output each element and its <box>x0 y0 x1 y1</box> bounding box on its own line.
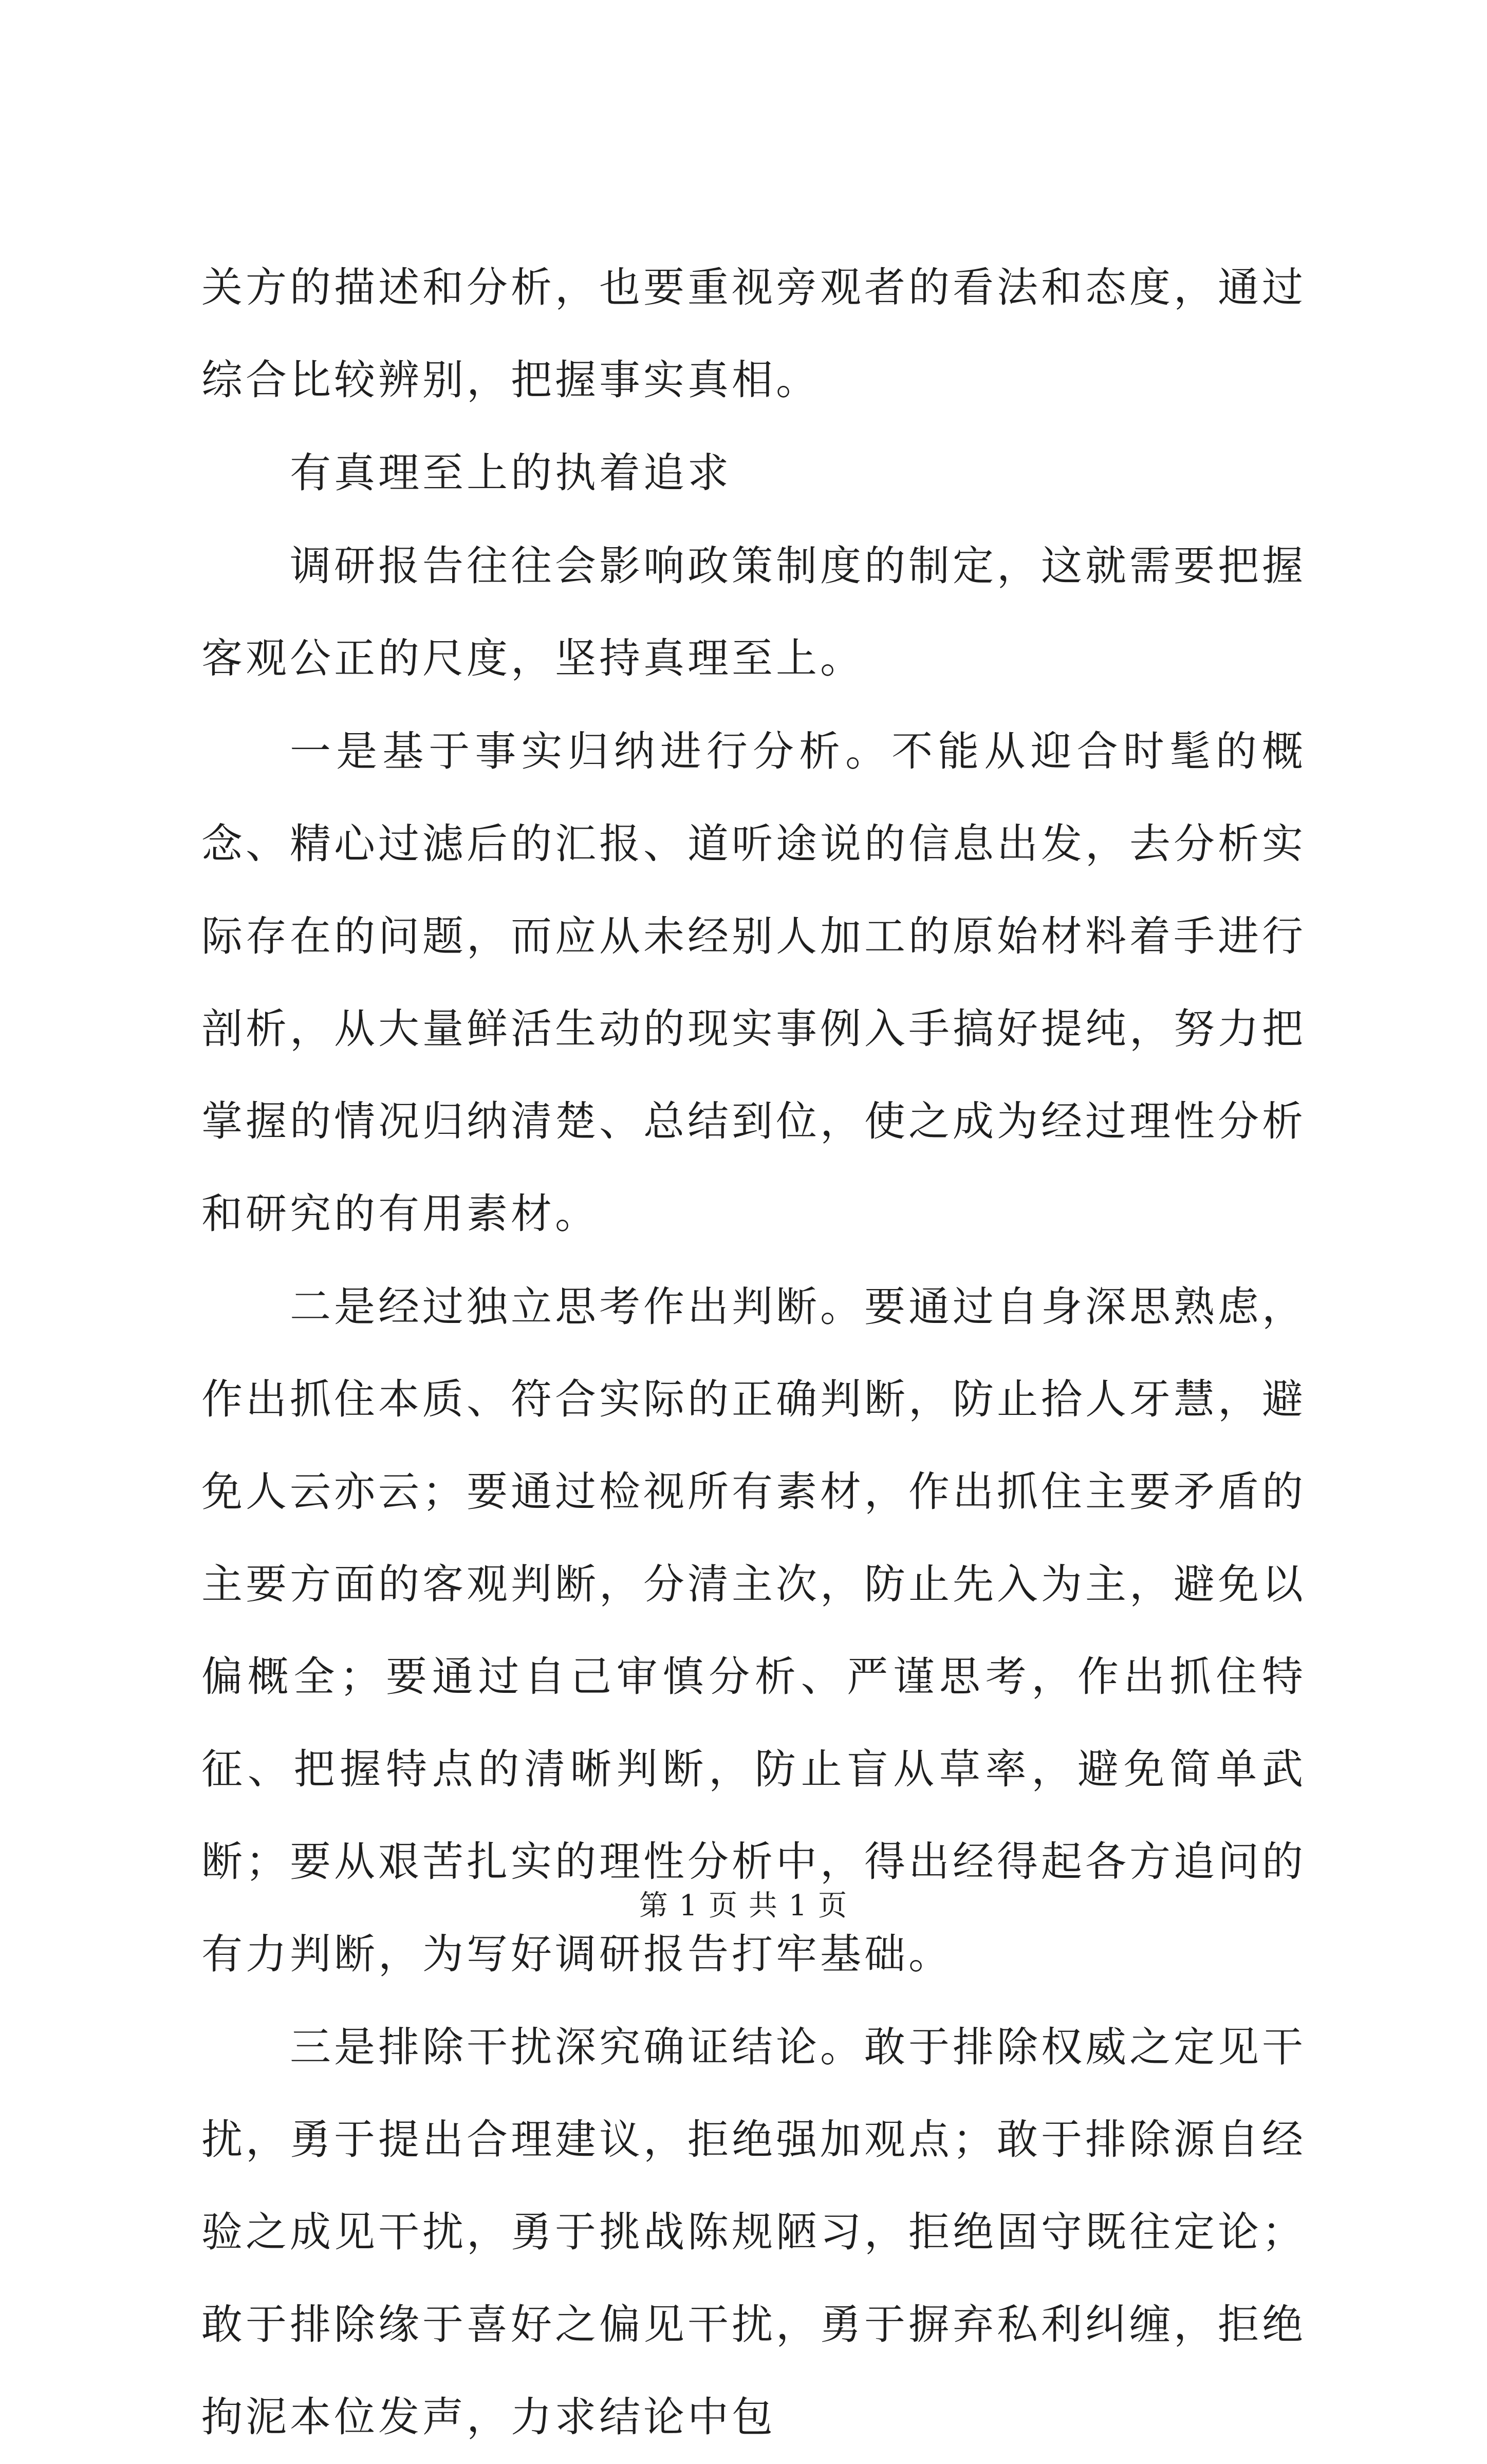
paragraph-3: 一是基于事实归纳进行分析。不能从迎合时髦的概念、精心过滤后的汇报、道听途说的信息出发，去分析实际存在的问题，而应从未经别人加工的原始材料着手进行剖析，从大量鲜活生动的现实事例入手搞好提纯，努力把掌握的情况归纳清楚、总结到位，使之成为经过理性分析和研究的有用素材。 <box>201 727 1306 1238</box>
document-body <box>201 241 1306 2464</box>
page-number-footer: 第 1 页 共 1 页 <box>639 1889 848 1922</box>
paragraph-1: 关方的描述和分析，也要重视旁观者的看法和态度，通过综合比较辨别，把握事实真相。 <box>201 264 1306 404</box>
paragraph-2: 调研报告往往会影响政策制度的制定，这就需要把握客观公正的尺度，坚持真理至上。 <box>201 542 1306 682</box>
paragraph-4: 二是经过独立思考作出判断。要通过自身深思熟虑，作出抓住本质、符合实际的正确判断，防止拾人牙慧，避免人云亦云；要通过检视所有素材，作出抓住主要矛盾的主要方面的客观判断，分清主次，防止先入为主，避免以偏概全；要通过自己审慎分析、严谨思考，作出抓住特征、把握特点的清晰判断，防止盲从草率，避免简单武断；要从艰苦扎实的理性分析中，得出经得起各方追问的有力判断，为写好调研报告打牢基础。 <box>201 1283 1306 1978</box>
section-heading: 有真理至上的执着追求 <box>290 449 732 497</box>
paragraph-5: 三是排除干扰深究确证结论。敢于排除权威之定见干扰，勇于提出合理建议，拒绝强加观点；敢于排除源自经验之成见干扰，勇于挑战陈规陋习，拒绝固守既往定论；敢于排除缘于喜好之偏见干扰，勇于摒弃私利纠缠，拒绝拘泥本位发声，力求结论中包 <box>201 2023 1306 2441</box>
